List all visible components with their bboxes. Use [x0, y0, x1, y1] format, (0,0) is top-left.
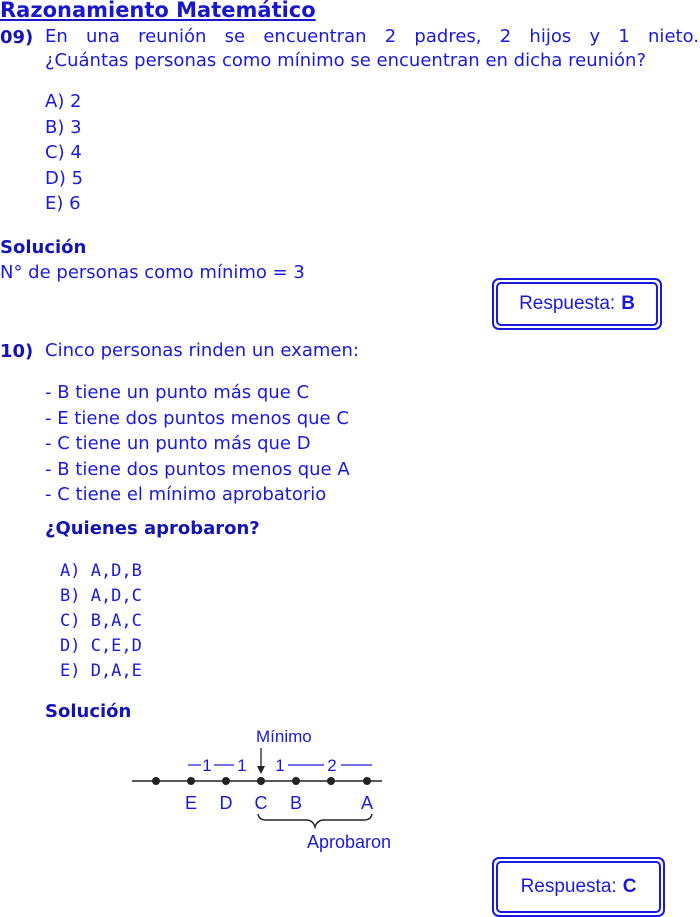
condition-item: - C tiene un punto más que D: [45, 433, 311, 454]
condition-item: - C tiene el mínimo aprobatorio: [45, 484, 327, 505]
question-10-question: ¿Quienes aprobaron?: [45, 518, 260, 539]
question-10-options: [60, 559, 142, 684]
minimum-arrow-head: [257, 766, 265, 774]
point-d-dot: [222, 777, 230, 785]
option-a: A) A,D,B: [60, 561, 142, 581]
question-10-conditions: [45, 380, 350, 508]
gap-label-c-b: 1: [275, 756, 285, 775]
answer-value: B: [621, 293, 635, 314]
question-10-solution-label: Solución: [45, 701, 132, 722]
question-09-solution-text: N° de personas como mínimo = 3: [0, 262, 305, 283]
question-09-line-1: En una reunión se encuentran 2 padres, 2 hijos y 1 nieto.: [45, 26, 699, 47]
question-09-options: [45, 89, 83, 217]
point-b-label: B: [289, 793, 303, 813]
point-e-label: E: [184, 793, 198, 813]
gap-label-e-d: 1: [202, 756, 212, 775]
question-09-solution-label: Solución: [0, 237, 87, 258]
option-a: A) 2: [45, 91, 82, 112]
option-e: E) 6: [45, 193, 81, 214]
point-c-label: C: [254, 793, 268, 813]
condition-item: - B tiene un punto más que C: [45, 382, 310, 403]
condition-item: - B tiene dos puntos menos que A: [45, 458, 350, 480]
option-d: D) C,E,D: [60, 636, 142, 656]
tick-dot: [152, 777, 160, 785]
question-09-number: 09): [0, 27, 34, 48]
answer-box-09: [492, 278, 662, 330]
option-b: B) A,D,C: [60, 586, 142, 606]
option-d: D) 5: [45, 167, 84, 189]
point-c-dot: [257, 777, 265, 785]
question-10-number: 10): [0, 341, 34, 362]
option-e: E) D,A,E: [60, 661, 142, 681]
point-a-dot: [363, 777, 371, 785]
page-title: Razonamiento Matemático: [0, 0, 316, 22]
point-b-dot: [292, 777, 300, 785]
option-c: C) B,A,C: [60, 611, 142, 631]
brace: [258, 814, 372, 827]
point-e-dot: [187, 777, 195, 785]
question-10-statement: Cinco personas rinden un examen:: [45, 340, 359, 361]
answer-box-10: [492, 857, 665, 917]
point-a-label: A: [360, 793, 374, 813]
tick-dot: [327, 777, 335, 785]
option-b: B) 3: [45, 116, 82, 138]
question-09-line-2: ¿Cuántas personas como mínimo se encuentran en dicha reunión?: [45, 50, 646, 71]
point-d-label: D: [219, 793, 233, 813]
condition-item: - E tiene dos puntos menos que C: [45, 407, 349, 429]
answer-label: Respuesta:: [519, 293, 616, 314]
answer-value: C: [622, 876, 637, 897]
answer-label: Respuesta:: [520, 876, 617, 897]
brace-label: Aprobaron: [307, 832, 392, 852]
gap-label-b-a: 2: [327, 756, 337, 775]
minimum-label: Mínimo: [256, 727, 312, 746]
gap-label-d-c: 1: [237, 756, 247, 775]
option-c: C) 4: [45, 142, 82, 163]
number-line-diagram: [0, 720, 700, 860]
